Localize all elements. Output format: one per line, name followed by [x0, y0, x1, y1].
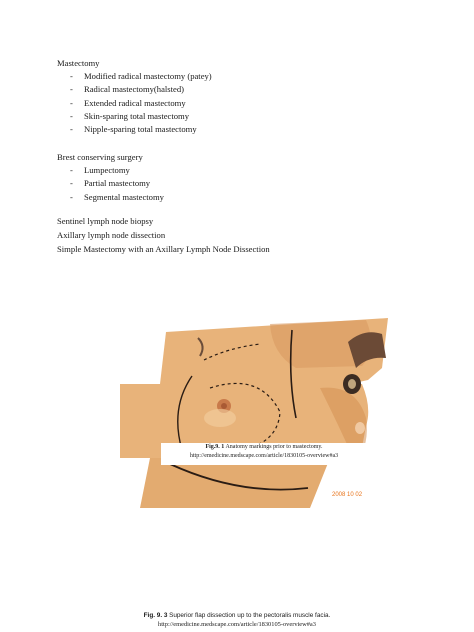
dash-bullet: -: [70, 124, 73, 135]
figure-1-label: Fig.9. 1: [205, 444, 225, 450]
axillary-dissection-text: Axillary lymph node dissection: [57, 230, 166, 240]
list-item: - Partial mastectomy: [70, 177, 164, 190]
figure-1-caption: [161, 443, 367, 465]
photo-date-stamp: 2008 10 02: [332, 492, 363, 498]
figure-3-url: http://emedicine.medscape.com/article/1830105-overview#a3: [158, 621, 316, 628]
figure-3-caption: [0, 611, 474, 629]
list-item: - Radical mastectomy(halsted): [70, 83, 212, 96]
dash-bullet: -: [70, 71, 73, 81]
list-item: - Segmental mastectomy: [70, 191, 164, 204]
figure-1-text: Anatomy markings prior to mastectomy.: [225, 444, 323, 450]
list-item: - Nipple-sparing total mastectomy: [70, 123, 212, 136]
list-item: - Extended radical mastectomy: [70, 97, 212, 110]
dash-bullet: -: [70, 165, 73, 175]
figure-3-text: Superior flap dissection up to the pectoralis muscle facia.: [169, 612, 331, 619]
dash-bullet: -: [70, 84, 73, 95]
list-item: - Modified radical mastectomy (patey): [70, 70, 212, 83]
dash-bullet: -: [70, 97, 73, 108]
dash-bullet: -: [70, 191, 73, 202]
mastectomy-heading: Mastectomy: [57, 58, 100, 68]
dash-bullet: -: [70, 110, 73, 121]
figure-1-url: http://emedicine.medscape.com/article/1830105-overview#a3: [189, 452, 339, 459]
list-item: - Lumpectomy: [70, 164, 164, 177]
list-item: - Skin-sparing total mastectomy: [70, 110, 212, 123]
simple-mastectomy-text: Simple Mastectomy with an Axillary Lymph Node Dissection: [57, 244, 270, 254]
mastectomy-list: [70, 70, 212, 136]
breast-conserving-list: [70, 164, 164, 204]
breast-conserving-heading: Brest conserving surgery: [57, 152, 143, 162]
dash-bullet: -: [70, 178, 73, 189]
figure-3-label: Fig. 9. 3: [143, 612, 168, 619]
anatomy-markings-photo: [120, 318, 388, 508]
sentinel-biopsy-text: Sentinel lymph node biopsy: [57, 216, 154, 226]
